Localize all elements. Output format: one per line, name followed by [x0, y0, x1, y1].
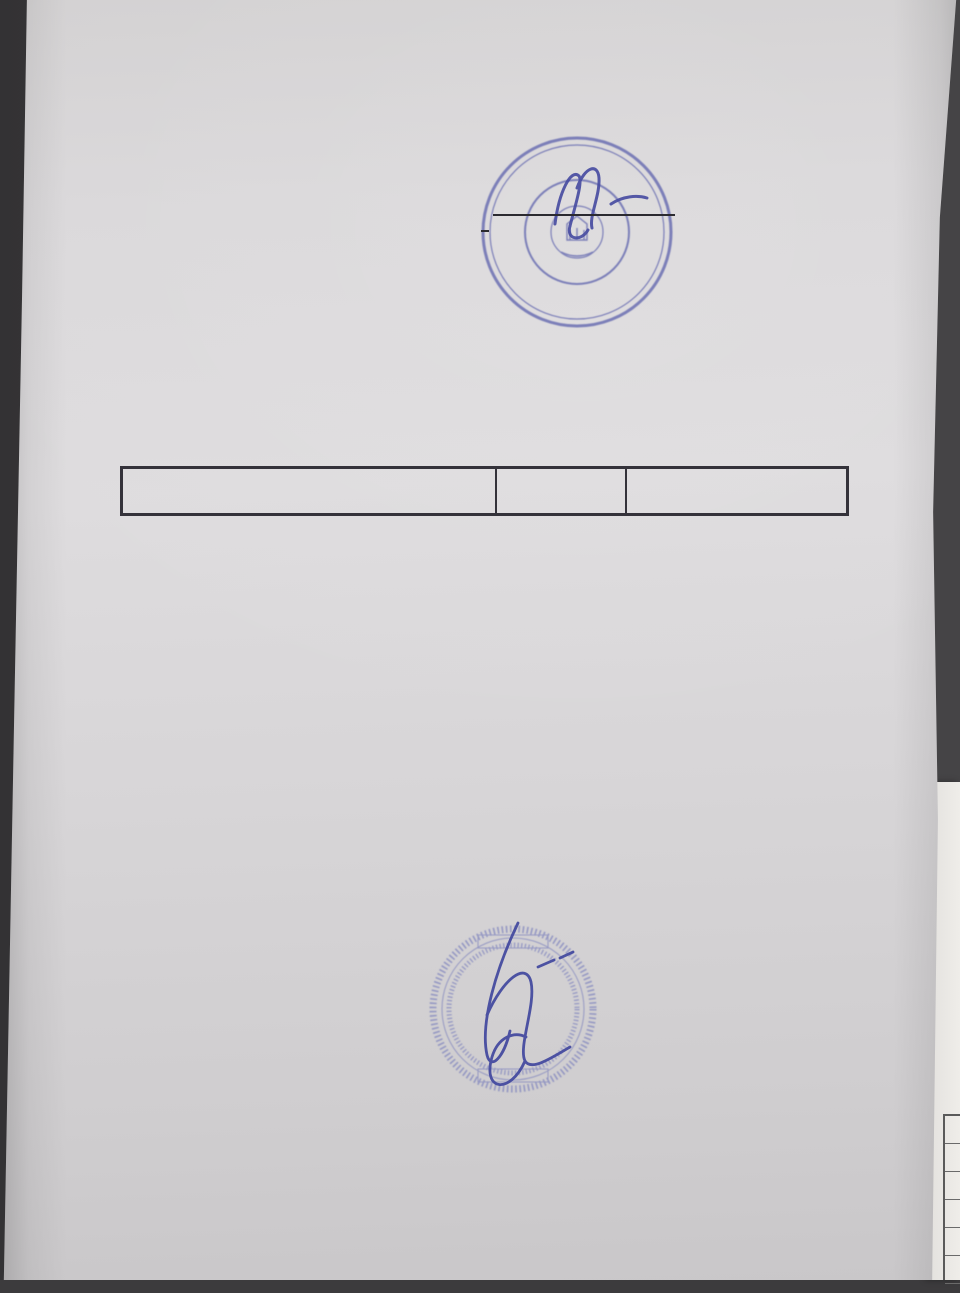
signature-rule: [493, 190, 675, 216]
approval-date: [481, 228, 489, 232]
col-header-dish: [122, 468, 496, 515]
under-sheet-cell: [945, 1144, 960, 1172]
border-ornaments-bottom: [57, 1186, 949, 1292]
under-sheet-cell: [945, 1172, 960, 1200]
staff-signature-ink-icon: [430, 905, 650, 1105]
col-header-output: [496, 468, 626, 515]
under-sheet-cell: [945, 1116, 960, 1144]
under-sheet-cell: [945, 1228, 960, 1256]
signature-line: [493, 190, 680, 223]
under-sheet-table: [943, 1114, 960, 1280]
menu-table: [120, 466, 849, 516]
under-sheet-cell: [945, 1200, 960, 1228]
table-header-row: [122, 468, 848, 515]
col-header-price: [626, 468, 848, 515]
